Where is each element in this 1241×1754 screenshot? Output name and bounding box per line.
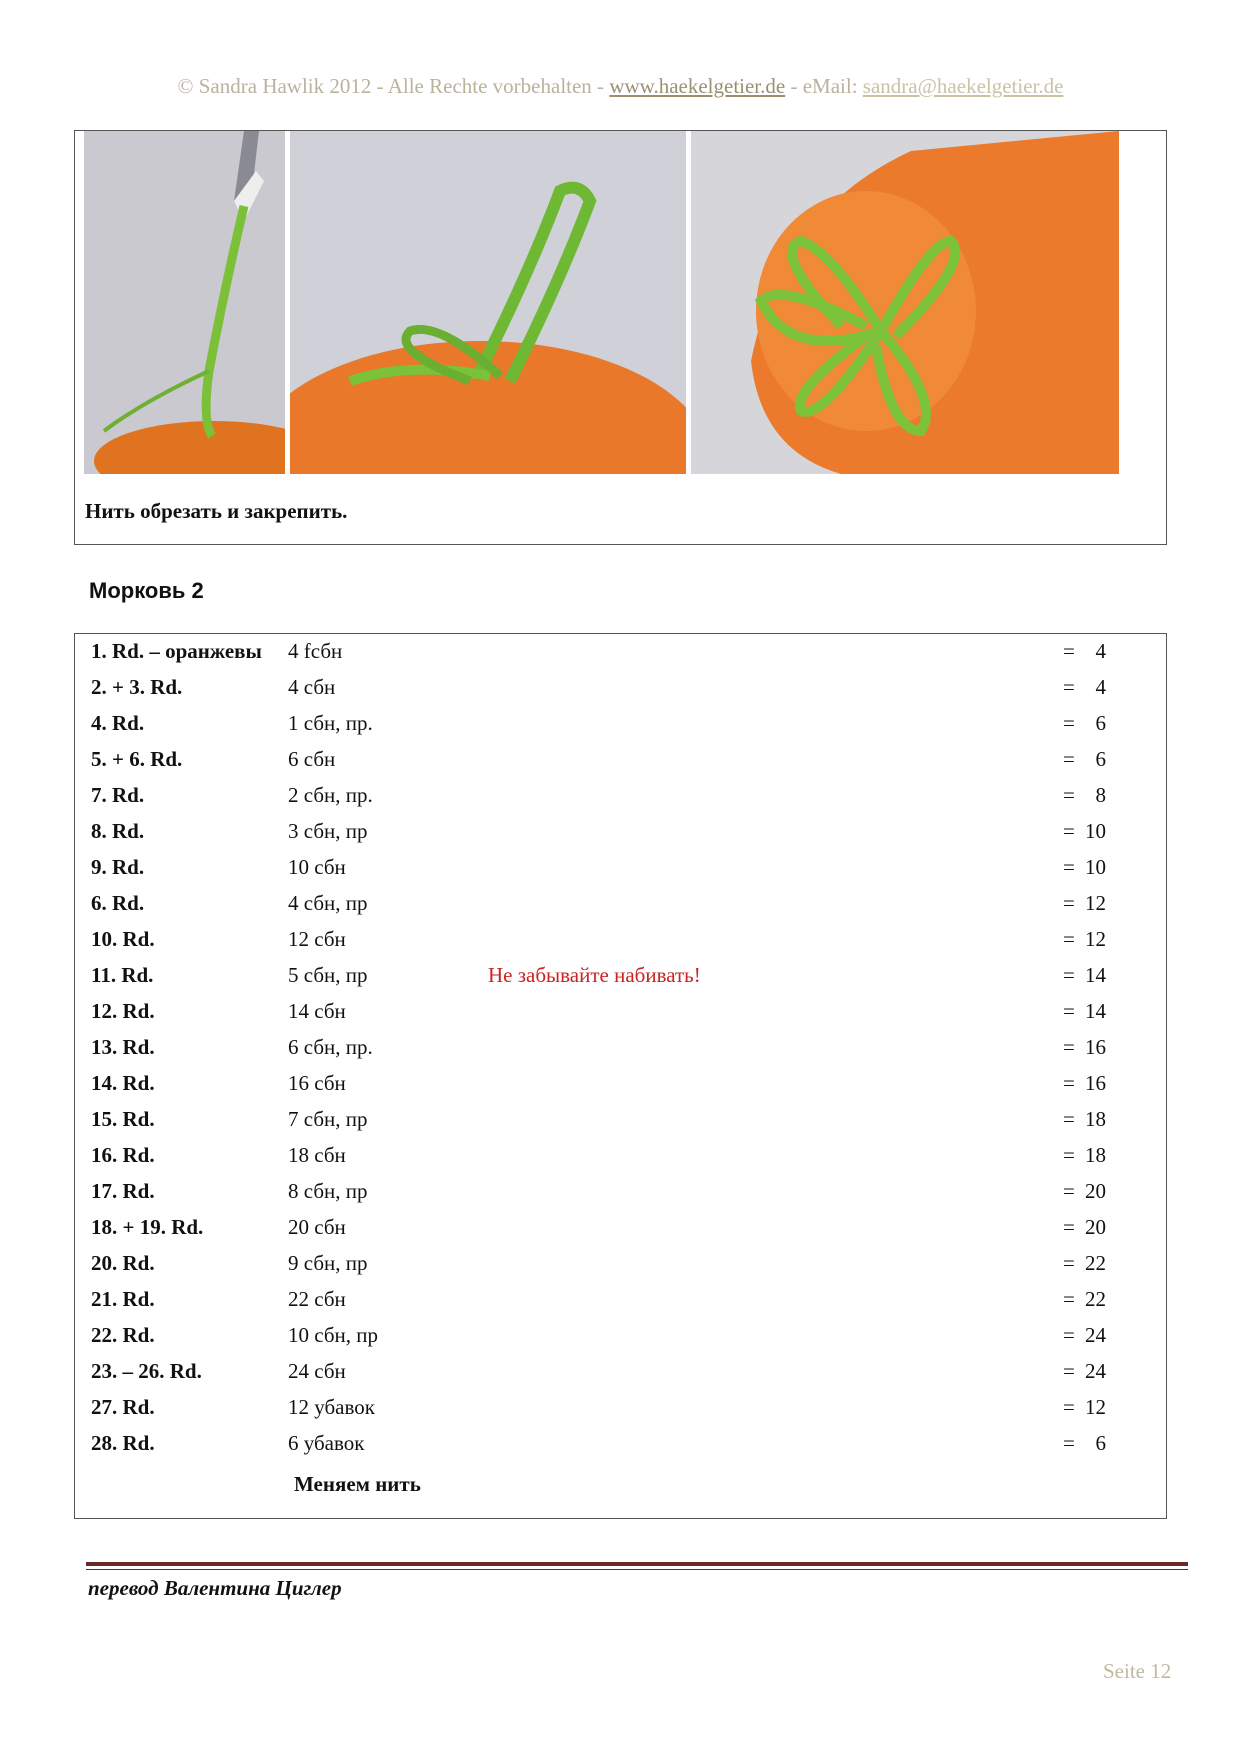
round-instruction: 1 сбн, пр.	[288, 711, 373, 735]
round-label: 15. Rd.	[91, 1107, 155, 1131]
equals-sign: =	[1063, 1107, 1075, 1131]
table-row	[75, 1071, 1166, 1101]
stitch-count: 10	[1085, 855, 1106, 879]
equals-sign: =	[1063, 711, 1075, 735]
round-label: 20. Rd.	[91, 1251, 155, 1275]
round-label: 22. Rd.	[91, 1323, 155, 1347]
email-label: - eMail:	[785, 74, 863, 98]
round-label: 27. Rd.	[91, 1395, 155, 1419]
round-instruction: 6 сбн, пр.	[288, 1035, 373, 1059]
photo-finished-carrot-top	[691, 131, 1119, 474]
round-label: 17. Rd.	[91, 1179, 155, 1203]
round-label: 7. Rd.	[91, 783, 145, 807]
table-row	[75, 783, 1166, 813]
equals-sign: =	[1063, 1359, 1075, 1383]
table-row	[75, 747, 1166, 777]
round-label: 23. – 26. Rd.	[91, 1359, 202, 1383]
round-instruction: 5 сбн, пр	[288, 963, 368, 987]
page-header	[0, 74, 1241, 99]
round-label: 10. Rd.	[91, 927, 155, 951]
table-row	[75, 1431, 1166, 1461]
equals-sign: =	[1063, 1323, 1075, 1347]
equals-sign: =	[1063, 1071, 1075, 1095]
round-instruction: 12 убавок	[288, 1395, 375, 1419]
table-row	[75, 1251, 1166, 1281]
round-instruction: 6 сбн	[288, 747, 336, 771]
round-label: 8. Rd.	[91, 819, 145, 843]
stitch-count: 20	[1085, 1215, 1106, 1239]
photo-hook-chain	[84, 131, 285, 474]
table-row	[75, 1035, 1166, 1065]
footer-rule-thin	[86, 1569, 1188, 1570]
stitch-count: 12	[1085, 927, 1106, 951]
equals-sign: =	[1063, 963, 1075, 987]
equals-sign: =	[1063, 855, 1075, 879]
equals-sign: =	[1063, 675, 1075, 699]
stitch-count: 4	[1095, 675, 1106, 699]
round-instruction: 12 сбн	[288, 927, 346, 951]
equals-sign: =	[1063, 1395, 1075, 1419]
stitch-count: 12	[1085, 1395, 1106, 1419]
round-instruction: 4 fсбн	[288, 639, 343, 663]
stitch-count: 24	[1085, 1323, 1106, 1347]
round-label: 6. Rd.	[91, 891, 145, 915]
change-yarn-note: Меняем нить	[294, 1472, 421, 1496]
round-instruction: 22 сбн	[288, 1287, 346, 1311]
table-row	[75, 891, 1166, 921]
round-label: 4. Rd.	[91, 711, 145, 735]
round-instruction: 10 сбн	[288, 855, 346, 879]
stitch-count: 16	[1085, 1035, 1106, 1059]
equals-sign: =	[1063, 1287, 1075, 1311]
round-instruction: 20 сбн	[288, 1215, 346, 1239]
equals-sign: =	[1063, 1143, 1075, 1167]
round-instruction: 4 сбн	[288, 675, 336, 699]
footer-rule-thick	[86, 1562, 1188, 1566]
round-label: 11. Rd.	[91, 963, 154, 987]
stitch-count: 22	[1085, 1251, 1106, 1275]
round-instruction: 16 сбн	[288, 1071, 346, 1095]
round-label: 28. Rd.	[91, 1431, 155, 1455]
stitch-count: 10	[1085, 819, 1106, 843]
website-link[interactable]: www.haekelgetier.de	[609, 74, 786, 98]
equals-sign: =	[1063, 747, 1075, 771]
round-instruction: 18 сбн	[288, 1143, 346, 1167]
table-row	[75, 855, 1166, 885]
table-row	[75, 819, 1166, 849]
stitch-count: 14	[1085, 963, 1106, 987]
equals-sign: =	[1063, 819, 1075, 843]
equals-sign: =	[1063, 1179, 1075, 1203]
round-instruction: 9 сбн, пр	[288, 1251, 368, 1275]
round-label: 1. Rd. – оранжевы	[91, 639, 262, 663]
equals-sign: =	[1063, 1215, 1075, 1239]
round-label: 16. Rd.	[91, 1143, 155, 1167]
photo-leaf-loops	[290, 131, 686, 474]
table-row	[75, 1143, 1166, 1173]
photo-caption: Нить обрезать и закрепить.	[85, 499, 348, 523]
section-title: Морковь 2	[89, 578, 204, 603]
equals-sign: =	[1063, 1251, 1075, 1275]
round-label: 5. + 6. Rd.	[91, 747, 183, 771]
table-row	[75, 1107, 1166, 1137]
stitch-count: 18	[1085, 1143, 1106, 1167]
translator-credit: перевод Валентина Циглер	[88, 1576, 342, 1600]
page-number: Seite 12	[1103, 1659, 1172, 1683]
stitch-count: 6	[1095, 1431, 1106, 1455]
table-row	[75, 1287, 1166, 1317]
stitch-count: 22	[1085, 1287, 1106, 1311]
round-label: 9. Rd.	[91, 855, 145, 879]
stitch-count: 18	[1085, 1107, 1106, 1131]
round-instruction: 2 сбн, пр.	[288, 783, 373, 807]
table-row	[75, 639, 1166, 669]
round-instruction: 24 сбн	[288, 1359, 346, 1383]
stitch-count: 8	[1095, 783, 1106, 807]
email-link[interactable]: sandra@haekelgetier.de	[862, 74, 1064, 98]
photo-panel	[74, 130, 1167, 545]
equals-sign: =	[1063, 1431, 1075, 1455]
round-label: 14. Rd.	[91, 1071, 155, 1095]
round-note: Не забывайте набивать!	[488, 963, 701, 987]
stitch-count: 12	[1085, 891, 1106, 915]
stitch-count: 6	[1095, 711, 1106, 735]
table-row	[75, 963, 1166, 993]
round-label: 2. + 3. Rd.	[91, 675, 183, 699]
table-row	[75, 927, 1166, 957]
table-row	[75, 1359, 1166, 1389]
table-row	[75, 1395, 1166, 1425]
equals-sign: =	[1063, 1035, 1075, 1059]
round-label: 13. Rd.	[91, 1035, 155, 1059]
round-instruction: 6 убавок	[288, 1431, 365, 1455]
round-label: 21. Rd.	[91, 1287, 155, 1311]
equals-sign: =	[1063, 999, 1075, 1023]
equals-sign: =	[1063, 783, 1075, 807]
stitch-count: 4	[1095, 639, 1106, 663]
table-row	[75, 999, 1166, 1029]
table-row	[75, 1323, 1166, 1353]
round-instruction: 14 сбн	[288, 999, 346, 1023]
stitch-count: 14	[1085, 999, 1106, 1023]
round-instruction: 10 сбн, пр	[288, 1323, 378, 1347]
stitch-count: 16	[1085, 1071, 1106, 1095]
equals-sign: =	[1063, 639, 1075, 663]
stitch-count: 20	[1085, 1179, 1106, 1203]
table-row	[75, 1179, 1166, 1209]
instructions-table	[74, 633, 1167, 1519]
copyright-text: © Sandra Hawlik 2012 - Alle Rechte vorbehalten -	[177, 74, 610, 98]
table-row	[75, 1215, 1166, 1245]
round-instruction: 4 сбн, пр	[288, 891, 368, 915]
stitch-count: 24	[1085, 1359, 1106, 1383]
round-instruction: 3 сбн, пр	[288, 819, 368, 843]
stitch-count: 6	[1095, 747, 1106, 771]
round-instruction: 7 сбн, пр	[288, 1107, 368, 1131]
table-row	[75, 675, 1166, 705]
equals-sign: =	[1063, 891, 1075, 915]
round-instruction: 8 сбн, пр	[288, 1179, 368, 1203]
equals-sign: =	[1063, 927, 1075, 951]
table-row	[75, 711, 1166, 741]
round-label: 18. + 19. Rd.	[91, 1215, 204, 1239]
round-label: 12. Rd.	[91, 999, 155, 1023]
